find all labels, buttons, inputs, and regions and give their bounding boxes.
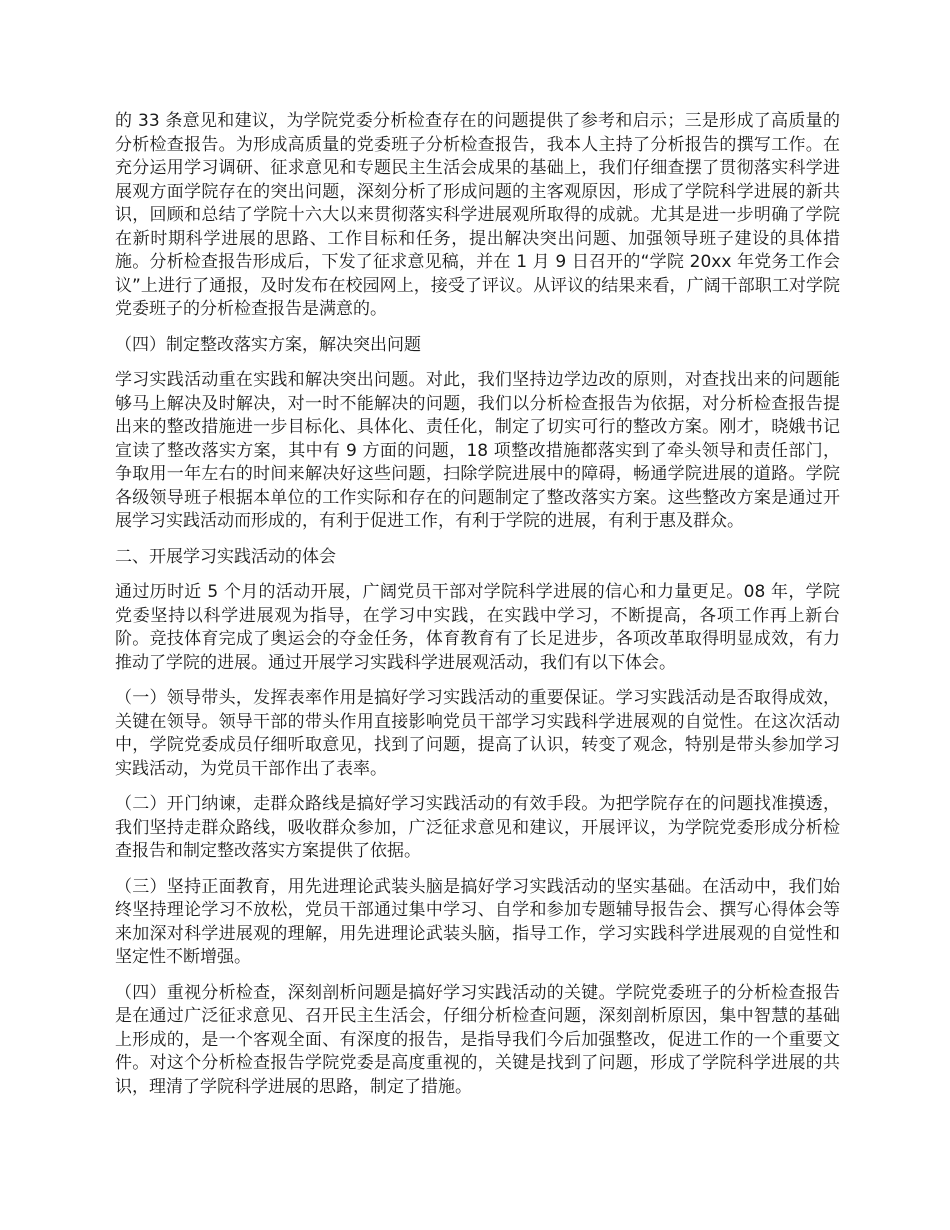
paragraph-experience-intro: 通过历时近 5 个月的活动开展，广阔党员干部对学院科学进展的信心和力量更足。08 年，学院党委坚持以科学进展观为指导，在学习中实践，在实践中学习，不断提高，各项工作再上新台阶。竞技体育完成了奥运会的夺金任务，体育教育有了长足进步，各项改革取得明显成效，有力推动了学院的进展。通过开展学习实践科学进展观活动，我们有以下体会。 xyxy=(115,582,840,673)
section-heading-experience: 二、开展学习实践活动的体会 xyxy=(115,546,336,567)
paragraph-experience-3: （三）坚持正面教育，用先进理论武装头脑是搞好学习实践活动的坚实基础。在活动中，我们始终坚持理论学习不放松，党员干部通过集中学习、自学和参加专题辅导报告会、撰写心得体会等来加深对科学进展观的理解，用先进理论武装头脑，指导工作，学习实践科学进展观的自觉性和坚定性不断增强。 xyxy=(115,876,840,967)
document-page xyxy=(115,110,840,1111)
section-heading-rectification-plan: （四）制定整改落实方案，解决突出问题 xyxy=(115,334,421,355)
paragraph-rectification-plan: 学习实践活动重在实践和解决突出问题。对此，我们坚持边学边改的原则，对查找出来的问题能够马上解决及时解决，对一时不能解决的问题，我们以分析检查报告为依据，对分析检查报告提出来的整改措施进一步目标化、具体化、责任化，制定了切实可行的整改方案。刚才，晓娥书记宣读了整改落实方案，其中有 9 方面的问题，18 项整改措施都落实到了牵头领导和责任部门，争取用一年左右的时间来解决好这些问题，扫除学院进展中的障碍，畅通学院进展的道路。学院各级领导班子根据本单位的工作实际和存在的问题制定了整改落实方案。这些整改方案是通过开展学习实践活动而形成的，有利于促进工作，有利于学院的进展，有利于惠及群众。 xyxy=(115,370,840,531)
paragraph-experience-2: （二）开门纳谏，走群众路线是搞好学习实践活动的有效手段。为把学院存在的问题找准摸透，我们坚持走群众路线，吸收群众参加，广泛征求意见和建议，开展评议，为学院党委形成分析检查报告和制定整改落实方案提供了依据。 xyxy=(115,794,840,861)
paragraph-analysis-report: 的 33 条意见和建议，为学院党委分析检查存在的问题提供了参考和启示；三是形成了高质量的分析检查报告。为形成高质量的党委班子分析检查报告，我本人主持了分析报告的撰写工作。在充分运用学习调研、征求意见和专题民主生活会成果的基础上，我们仔细查摆了贯彻落实科学进展观方面学院存在的突出问题，深刻分析了形成问题的主客观原因，形成了学院科学进展的新共识，回顾和总结了学院十六大以来贯彻落实科学进展观所取得的成就。尤其是进一步明确了学院在新时期科学进展的思路、工作目标和任务，提出解决突出问题、加强领导班子建设的具体措施。分析检查报告形成后，下发了征求意见稿，并在 1 月 9 日召开的“学院 20xx 年党务工作会议”上进行了通报，及时发布在校园网上，接受了评议。从评议的结果来看，广阔干部职工对学院党委班子的分析检查报告是满意的。 xyxy=(115,111,840,319)
paragraph-experience-1: （一）领导带头，发挥表率作用是搞好学习实践活动的重要保证。学习实践活动是否取得成效，关键在领导。领导干部的带头作用直接影响党员干部学习实践科学进展观的自觉性。在这次活动中，学院党委成员仔细听取意见，找到了问题，提高了认识，转变了观念，特别是带头参加学习实践活动，为党员干部作出了表率。 xyxy=(115,688,840,779)
paragraph-experience-4: （四）重视分析检查，深刻剖析问题是搞好学习实践活动的关键。学院党委班子的分析检查报告是在通过广泛征求意见、召开民主生活会，仔细分析检查问题，深刻剖析原因，集中智慧的基础上形成的，是一个客观全面、有深度的报告，是指导我们今后加强整改，促进工作的一个重要文件。对这个分析检查报告学院党委是高度重视的，关键是找到了问题，形成了学院科学进展的共识，理清了学院科学进展的思路，制定了措施。 xyxy=(115,982,840,1097)
